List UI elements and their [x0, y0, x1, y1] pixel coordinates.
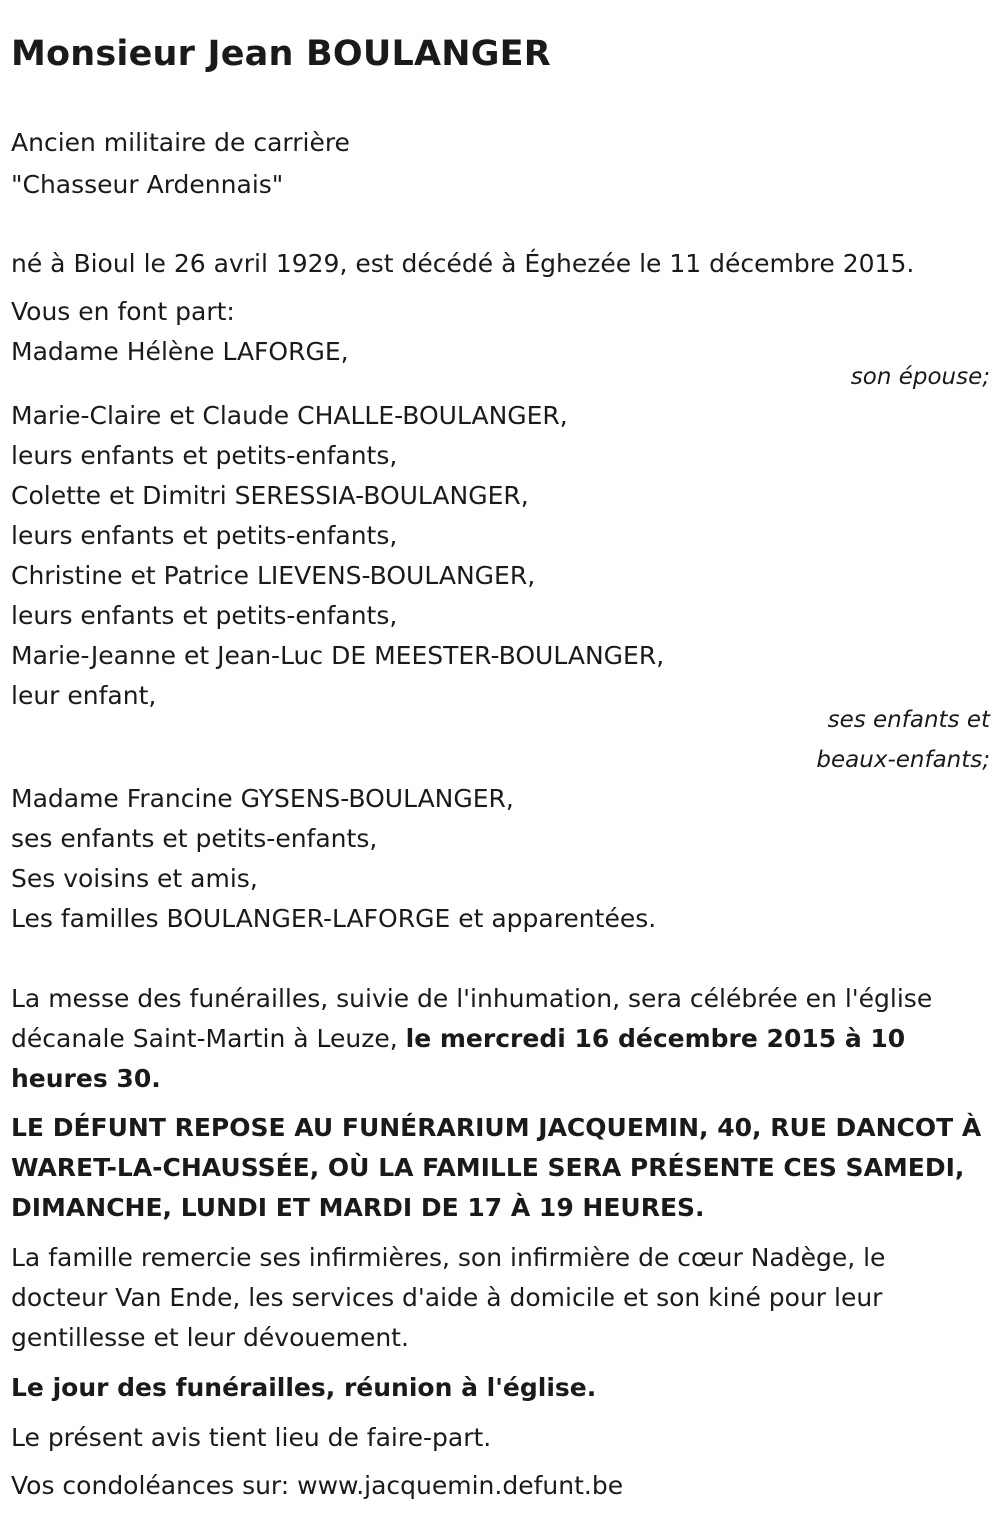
- others-line: Ses voisins et amis,: [11, 864, 258, 893]
- children-line: Marie-Claire et Claude CHALLE-BOULANGER,: [11, 401, 568, 430]
- visitation-line: LE DÉFUNT REPOSE AU FUNÉRARIUM JACQUEMIN, 40, RUE DANCOT À: [11, 1113, 982, 1142]
- children-role-line-2: beaux-enfants;: [816, 747, 990, 773]
- notice-note: Le présent avis tient lieu de faire-part.: [11, 1423, 492, 1452]
- funeral-location: décanale Saint-Martin à Leuze,: [11, 1024, 406, 1053]
- page-title: Monsieur Jean BOULANGER: [11, 34, 551, 74]
- spouse-role: son épouse;: [850, 364, 990, 390]
- thanks-line: La famille remercie ses infirmières, son infirmière de cœur Nadège, le: [11, 1243, 886, 1272]
- thanks-line: gentillesse et leur dévouement.: [11, 1323, 409, 1352]
- spouse-name: Madame Hélène LAFORGE,: [11, 337, 349, 366]
- intro-line-2: "Chasseur Ardennais": [11, 170, 284, 199]
- funeral-date: le mercredi 16 décembre 2015 à 10: [405, 1024, 906, 1053]
- others-line: ses enfants et petits-enfants,: [11, 824, 378, 853]
- children-line: leurs enfants et petits-enfants,: [11, 441, 398, 470]
- announcers-heading: Vous en font part:: [11, 297, 235, 326]
- condolences-link: Vos condoléances sur: www.jacquemin.defunt.be: [11, 1471, 624, 1500]
- funeral-time: heures 30.: [11, 1064, 161, 1093]
- visitation-line: WARET-LA-CHAUSSÉE, OÙ LA FAMILLE SERA PRÉSENTE CES SAMEDI,: [11, 1153, 965, 1182]
- children-line: Colette et Dimitri SERESSIA-BOULANGER,: [11, 481, 529, 510]
- children-line: leur enfant,: [11, 681, 157, 710]
- children-role-line-1: ses enfants et: [827, 707, 990, 733]
- children-line: Christine et Patrice LIEVENS-BOULANGER,: [11, 561, 536, 590]
- meeting-note: Le jour des funérailles, réunion à l'église.: [11, 1373, 597, 1402]
- thanks-line: docteur Van Ende, les services d'aide à domicile et son kiné pour leur: [11, 1283, 883, 1312]
- children-line: leurs enfants et petits-enfants,: [11, 601, 398, 630]
- others-line: Madame Francine GYSENS-BOULANGER,: [11, 784, 514, 813]
- visitation-line: DIMANCHE, LUNDI ET MARDI DE 17 À 19 HEURES.: [11, 1193, 705, 1222]
- funeral-line-1: La messe des funérailles, suivie de l'inhumation, sera célébrée en l'église: [11, 984, 933, 1013]
- funeral-line-2: [11, 1019, 905, 1059]
- children-line: leurs enfants et petits-enfants,: [11, 521, 398, 550]
- children-line: Marie-Jeanne et Jean-Luc DE MEESTER-BOULANGER,: [11, 641, 665, 670]
- others-line: Les familles BOULANGER-LAFORGE et apparentées.: [11, 904, 657, 933]
- birth-death-line: né à Bioul le 26 avril 1929, est décédé à Éghezée le 11 décembre 2015.: [11, 249, 915, 278]
- intro-line-1: Ancien militaire de carrière: [11, 128, 350, 157]
